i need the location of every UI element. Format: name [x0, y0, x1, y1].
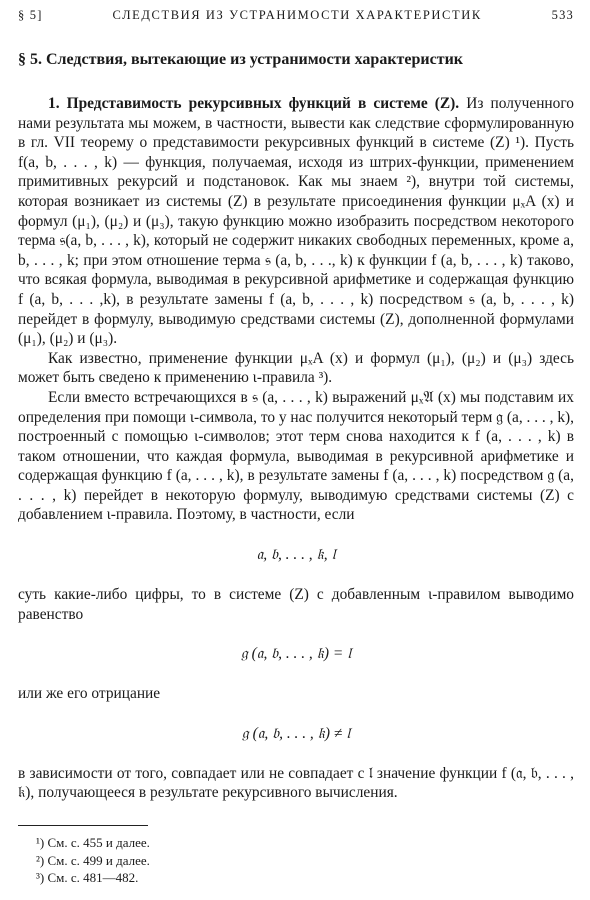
page-number: 533 — [551, 8, 574, 22]
footnote-1: ¹) См. с. 455 и далее. — [36, 835, 150, 851]
section-title: § 5. Следствия, вытекающие из устранимости характеристик — [18, 51, 464, 68]
paragraph-5: или же его отрицание — [18, 685, 161, 703]
footnote-3: ³) См. с. 481—482. — [36, 870, 139, 886]
paragraph-2: Как известно, применение функции μₓA (x) и формул (μ₁), (μ₂) и (μ₃) здесь может быть сведено к применению ι-правила ³). — [18, 349, 574, 387]
paragraph-6: в зависимости от того, совпадает или не совпадает с 𝔩 значение функции f (𝔞, 𝔟, . . . , 𝔨), получающееся в результате рекурсивного вычисления. — [18, 764, 574, 802]
formula-negation: 𝔤 (𝔞, 𝔟, . . . , 𝔨) ≠ 𝔩 — [241, 724, 351, 742]
running-header — [18, 8, 574, 32]
paragraph-1-heading: 1. Представимость рекурсивных функций в системе (Z). — [48, 95, 460, 112]
formula-digits: 𝔞, 𝔟, . . . , 𝔨, 𝔩 — [256, 546, 336, 564]
footnote-2: ²) См. с. 499 и далее. — [36, 852, 150, 868]
book-page — [18, 4, 574, 887]
footnote-divider — [18, 825, 148, 826]
paragraph-1-body: Из полученного нами результата мы можем, в частности, вывести как следствие сформулированную в гл. VII теорему о представимости рекурсивных функций в системе (Z) ¹). Пусть f(a, b, . . . , k) — функция, получаемая, исходя из штрих-функции, применением примитивных рекурсий и подстановок. Как мы знаем ²), внутри той системы, которая возникает из системы (Z) в результате присоединения функции μₓA (x) и формул (μ₁), (μ₂) и (μ₃), такую функцию можно изобразить посредством некоторого терма 𝔰(a, b, . . . , k), который не содержит никаких свободных переменных, кроме a, b, . . . , k; при этом отношение терма 𝔰 (a, b, . . ., k) к функции f (a, b, . . . , k) таково, что всякая формула, выводимая в рекурсивной арифметике и содержащая функцию f (a, b, . . . ,k), в результате замены f (a, b, . . . , k) посредством 𝔰 (a, b, . . . , k) перейдет в формулу, выводимую средствами системы (Z), дополненной формулами (μ₁), (μ₂) и (μ₃). — [18, 95, 574, 348]
paragraph-1 — [18, 94, 574, 349]
formula-equality: 𝔤 (𝔞, 𝔟, . . . , 𝔨) = 𝔩 — [240, 645, 352, 663]
header-section-ref: § 5] — [18, 8, 43, 22]
header-chapter-title: СЛЕДСТВИЯ ИЗ УСТРАНИМОСТИ ХАРАКТЕРИСТИК — [112, 8, 482, 22]
paragraph-4: суть какие-либо цифры, то в системе (Z) с добавленным ι-правилом выводимо равенство — [18, 586, 574, 623]
paragraph-3: Если вместо встречающихся в 𝔰 (a, . . . , k) выражений μₓ𝔄 (x) мы подставим их определения при помощи ι-символа, то у нас получится некоторый терм 𝔤 (a, . . . , k), построенный с помощью ι-символов; этот терм снова находится к f (a, . . . , k) в таком отношении, что каждая формула, выводимая в рекурсивной арифметике и содержащая функцию f (a, . . . , k), в результате замены f (a, . . . , k) посредством 𝔤 (a, . . . , k) перейдет в некоторую формулу, выводимую средствами системы (Z) с добавлением ι-правила. Поэтому, в частности, если — [18, 388, 574, 524]
